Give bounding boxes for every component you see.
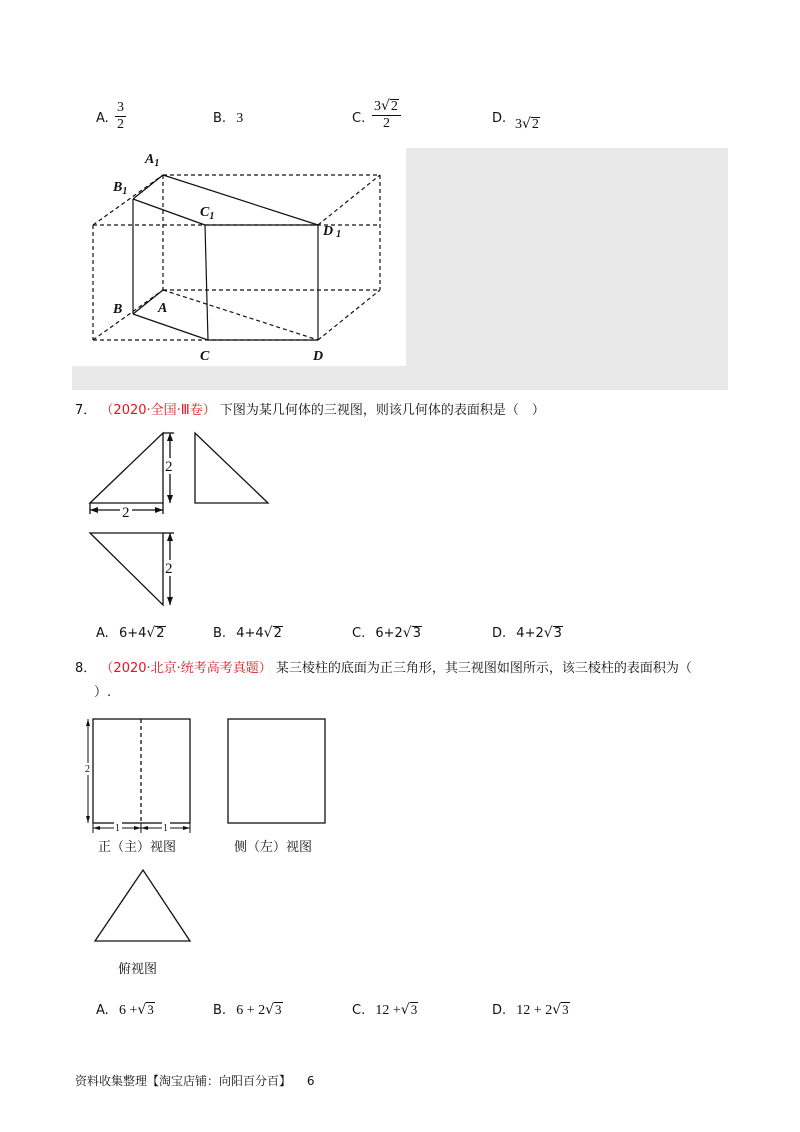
option-prefix: 4+4 [236, 626, 264, 641]
option-letter: B. [213, 626, 227, 641]
front-view-caption: 正（主）视图 [98, 840, 177, 855]
question-text: 下图为某几何体的三视图，则该几何体的表面积是（ ） [219, 403, 545, 418]
option-letter: A. [96, 1003, 109, 1018]
coefficient: 3 [515, 117, 522, 132]
q8-option-a [96, 1001, 155, 1020]
radicand: 3 [410, 1002, 418, 1017]
arrow-icon [167, 533, 173, 541]
radicand: 2 [531, 117, 539, 132]
arrow-icon [167, 433, 173, 441]
footer-text: 资料收集整理【淘宝店铺：向阳百分百】 [75, 1074, 292, 1088]
sqrt-expression [401, 1001, 418, 1019]
edge-B1A1 [133, 175, 163, 199]
side-view-caption: 侧（左）视图 [234, 840, 313, 855]
box-edge [93, 175, 163, 225]
radicand: 3 [553, 626, 562, 641]
vertex-label-a: A [158, 301, 168, 316]
sqrt-icon: √ [381, 98, 390, 114]
fraction-denominator: 2 [382, 116, 390, 131]
sqrt-expression [264, 624, 283, 642]
sqrt-icon: √ [137, 1002, 147, 1018]
dimension-label: 2 [122, 505, 130, 521]
option-prefix: 4+2 [516, 626, 544, 641]
arrow-icon [155, 507, 163, 513]
q8-option-d [492, 1001, 570, 1020]
edge-B1C1 [133, 199, 205, 225]
question-source: （2020·全国·Ⅲ卷） [100, 403, 216, 418]
sqrt-expression [552, 1001, 569, 1019]
option-letter: D. [492, 626, 507, 641]
arrow-icon [183, 826, 190, 830]
dimension-label: 1 [163, 823, 168, 834]
q7-option-a [96, 624, 166, 643]
arrow-icon [90, 507, 98, 513]
option-letter: A. [96, 626, 109, 641]
edge-CC1 [205, 225, 208, 340]
q7-three-views [0, 420, 800, 620]
sqrt-expression [544, 624, 563, 642]
front-view-triangle [90, 433, 163, 503]
top-view-triangle [95, 870, 190, 941]
arrow-icon [86, 816, 90, 823]
option-letter: A. [96, 111, 109, 126]
dimension-label: 2 [165, 459, 173, 475]
sqrt-icon: √ [402, 625, 412, 641]
q8-option-b [213, 1001, 283, 1020]
edge-A1D1 [163, 175, 318, 225]
radicand: 2 [390, 99, 398, 114]
q7-option-c [352, 624, 422, 643]
coefficient: 3 [374, 99, 381, 114]
option-value: 3 [236, 111, 244, 126]
prism-diagram [0, 0, 800, 400]
vertex-label-c1: $C_1$ [200, 205, 215, 222]
arrow-icon [93, 826, 100, 830]
q7-option-d [492, 624, 563, 643]
fraction-numerator: 3 [117, 100, 124, 115]
sqrt-icon: √ [146, 625, 156, 641]
box-edge [318, 175, 380, 225]
box-edge [318, 290, 380, 340]
question-number: 8． [75, 661, 97, 676]
option-letter: D. [492, 1003, 507, 1018]
vertex-label-a1: $A_1$ [145, 152, 160, 169]
arrow-icon [167, 495, 173, 503]
sqrt-expression [137, 1001, 154, 1019]
sqrt-expression [265, 1001, 282, 1019]
option-prefix: 12 + [375, 1003, 401, 1018]
sqrt-expression [146, 624, 165, 642]
radicand: 2 [273, 626, 282, 641]
q8-question [75, 660, 692, 678]
sqrt-icon: √ [543, 625, 553, 641]
radicand: 3 [562, 1002, 569, 1017]
vertex-label-b1: $B_1$ [113, 180, 128, 197]
q8-option-c [352, 1001, 418, 1020]
vertex-label-d: D [313, 349, 324, 364]
sqrt-icon: √ [552, 1002, 562, 1018]
question-source: （2020·北京·统考高考真题） [100, 661, 272, 676]
radicand: 2 [156, 626, 165, 641]
question-number: 7． [75, 403, 97, 418]
sqrt-expression [403, 624, 422, 642]
dimension-label: 2 [85, 764, 90, 775]
sqrt-icon: √ [265, 1002, 275, 1018]
q8-question-continuation: ）. [94, 685, 112, 700]
side-view-rect [228, 719, 325, 823]
dimension-label: 1 [115, 823, 120, 834]
side-view-triangle [195, 433, 268, 503]
top-view-caption: 俯视图 [118, 962, 158, 977]
box-edge [93, 290, 163, 340]
arrow-icon [167, 597, 173, 605]
page-number: 6 [306, 1074, 315, 1088]
edge-BC [133, 314, 208, 340]
vertex-label-b: B [113, 302, 123, 317]
q7-question [75, 402, 545, 420]
option-prefix: 6+2 [375, 626, 403, 641]
option-letter: C. [352, 1003, 366, 1018]
option-letter: C. [352, 111, 366, 126]
arrow-icon [141, 826, 148, 830]
radicand: 3 [412, 626, 421, 641]
sqrt-icon: √ [522, 116, 531, 132]
option-letter: B. [213, 1003, 227, 1018]
dimension-label: 2 [165, 561, 173, 577]
sqrt-icon: √ [263, 625, 273, 641]
arrow-icon [86, 719, 90, 726]
page-footer [75, 1072, 314, 1090]
fraction-denominator: 2 [117, 117, 124, 132]
option-prefix: 6 + 2 [236, 1003, 266, 1018]
option-prefix: 6 + [118, 1003, 138, 1018]
sqrt-icon: √ [400, 1002, 410, 1018]
question-text: 某三棱柱的底面为正三角形，其三视图如图所示，该三棱柱的表面积为（ [275, 661, 692, 676]
option-letter: D. [492, 111, 507, 126]
option-prefix: 12 + 2 [516, 1003, 553, 1018]
radicand: 3 [147, 1002, 154, 1017]
option-letter: B. [213, 111, 227, 126]
arrow-icon [134, 826, 141, 830]
option-prefix: 6+4 [118, 626, 147, 641]
radicand: 3 [275, 1002, 282, 1017]
q7-option-b [213, 624, 283, 643]
vertex-label-c: C [200, 349, 210, 364]
option-letter: C. [352, 626, 366, 641]
top-view-triangle [90, 533, 163, 605]
vertex-label-d1: D 1 [323, 224, 342, 240]
